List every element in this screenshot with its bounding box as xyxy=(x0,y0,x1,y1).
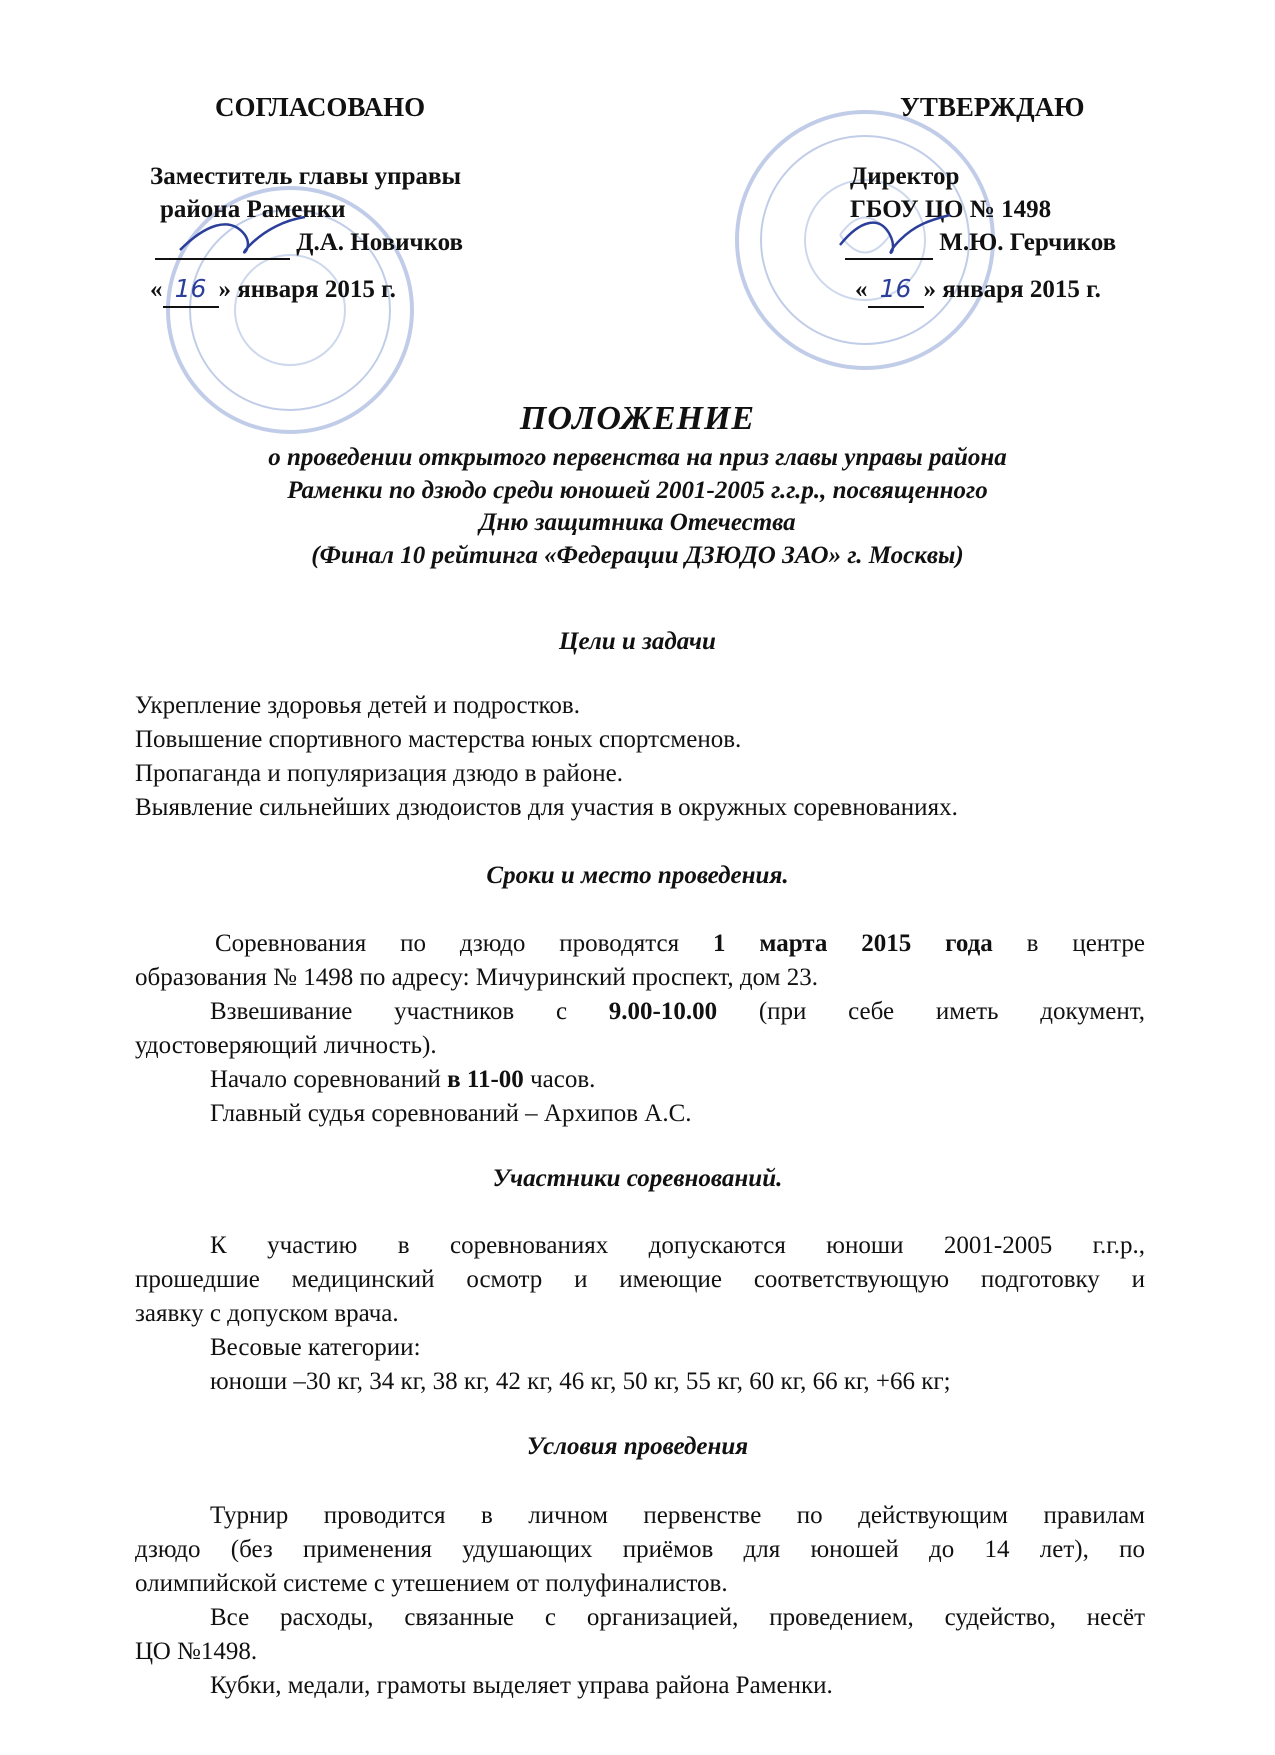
document-title: ПОЛОЖЕНИЕ xyxy=(519,400,756,437)
right-signer: М.Ю. Герчиков xyxy=(939,229,1117,256)
left-signature xyxy=(175,205,315,265)
subtitle-line4: (Финал 10 рейтинга «Федерации ДЗЮДО ЗАО» г. Москвы) xyxy=(311,542,964,569)
dates-p1-date: 1 марта 2015 года xyxy=(713,930,993,957)
dates-p2-text-c: (при себе иметь документ, xyxy=(758,998,1145,1025)
goal-item: Пропаганда и популяризация дзюдо в районе. xyxy=(135,760,623,787)
left-signer: Д.А. Новичков xyxy=(296,229,464,256)
dates-p2-text-a: Взвешивание участников с xyxy=(210,998,568,1025)
goals-heading: Цели и задачи xyxy=(559,628,716,655)
dates-p1-text-a: Соревнования по дзюдо проводятся xyxy=(215,930,680,957)
left-position-line2: района Раменки xyxy=(160,196,346,223)
dates-para2-line1 xyxy=(210,996,1145,1027)
conditions-line4: Все расходы, связанные с организацией, проведением, судейство, несёт xyxy=(210,1604,1145,1631)
participants-line1: К участию в соревнованиях допускаются юноши 2001-2005 г.г.р., xyxy=(210,1232,1145,1259)
dates-p3-text-a: Начало соревнований xyxy=(210,1066,441,1093)
right-date-day: 16 xyxy=(868,272,924,308)
dates-p3-time: в 11-00 xyxy=(447,1066,524,1093)
right-heading: УТВЕРЖДАЮ xyxy=(900,92,1085,122)
right-position-line2: ГБОУ ЦО № 1498 xyxy=(850,196,1052,223)
conditions-heading: Условия проведения xyxy=(526,1433,749,1460)
subtitle-line2: Раменки по дзюдо среди юношей 2001-2005 г.г.р., посвященного xyxy=(287,477,988,504)
dates-para2-line2: удостоверяющий личность). xyxy=(135,1032,437,1059)
participants-line4: Весовые категории: xyxy=(210,1334,421,1361)
dates-heading: Сроки и место проведения. xyxy=(486,862,789,889)
dates-para1-line2: образования № 1498 по адресу: Мичуринский проспект, дом 23. xyxy=(135,964,818,991)
subtitle-line3: Дню защитника Отечества xyxy=(479,509,796,536)
dates-para1-line1 xyxy=(215,928,1145,959)
participants-line5: юноши –30 кг, 34 кг, 38 кг, 42 кг, 46 кг, 50 кг, 55 кг, 60 кг, 66 кг, +66 кг; xyxy=(210,1368,951,1395)
left-date-rest: января 2015 г. xyxy=(237,276,396,303)
conditions-line5: ЦО №1498. xyxy=(135,1638,258,1665)
left-date: « 16 » января 2015 г. xyxy=(150,272,396,308)
left-date-day: 16 xyxy=(163,272,219,308)
right-date: « 16 » января 2015 г. xyxy=(855,272,1101,308)
right-position-line1: Директор xyxy=(850,163,960,190)
conditions-line3: олимпийской системе с утешением от полуфиналистов. xyxy=(135,1570,728,1597)
left-heading: СОГЛАСОВАНО xyxy=(215,92,426,122)
goal-item: Повышение спортивного мастерства юных спортсменов. xyxy=(135,726,742,753)
conditions-line6: Кубки, медали, грамоты выделяет управа района Раменки. xyxy=(210,1672,833,1699)
goal-item: Укрепление здоровья детей и подростков. xyxy=(135,692,580,719)
conditions-line2: дзюдо (без применения удушающих приёмов для юношей до 14 лет), по xyxy=(135,1536,1145,1563)
dates-p3-text-c: часов. xyxy=(530,1066,596,1093)
right-date-rest: января 2015 г. xyxy=(942,276,1101,303)
dates-para3 xyxy=(210,1064,595,1095)
dates-p1-text-c: в центре xyxy=(1026,930,1146,957)
right-signature xyxy=(835,205,955,265)
conditions-line1: Турнир проводится в личном первенстве по действующим правилам xyxy=(210,1502,1145,1529)
dates-para4: Главный судья соревнований – Архипов А.С. xyxy=(210,1100,692,1127)
subtitle-line1: о проведении открытого первенства на приз главы управы района xyxy=(268,444,1007,471)
participants-line2: прошедшие медицинский осмотр и имеющие соответствующую подготовку и xyxy=(135,1266,1145,1293)
participants-line3: заявку с допуском врача. xyxy=(135,1300,399,1327)
participants-heading: Участники соревнований. xyxy=(492,1165,783,1192)
goal-item: Выявление сильнейших дзюдоистов для участия в окружных соревнованиях. xyxy=(135,794,958,821)
dates-p2-time: 9.00-10.00 xyxy=(608,998,718,1025)
left-position-line1: Заместитель главы управы xyxy=(150,163,461,190)
